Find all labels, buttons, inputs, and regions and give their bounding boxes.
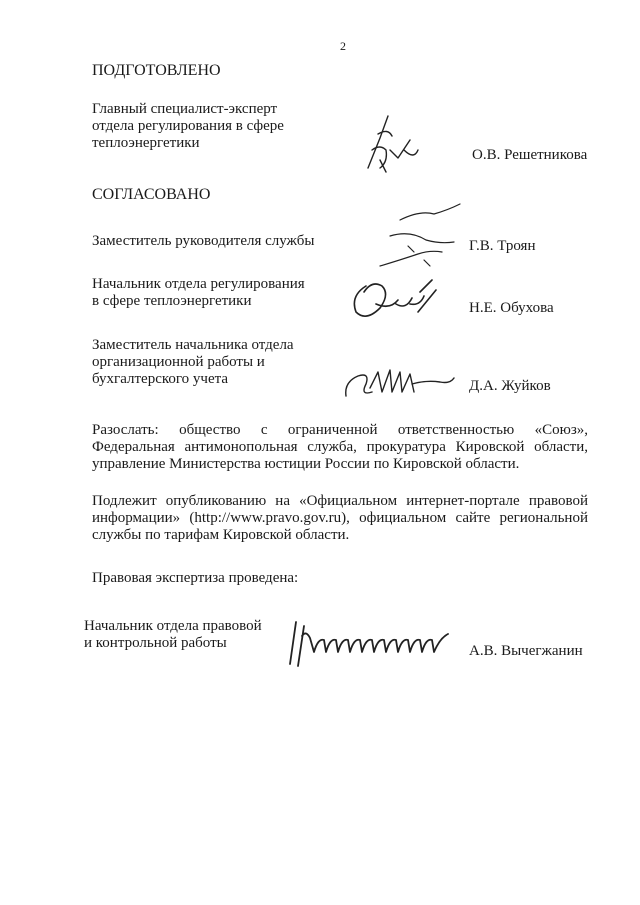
signer-name: Д.А. Жуйков — [469, 378, 551, 394]
signer-signature — [336, 362, 460, 404]
signer-name: Г.В. Троян — [469, 238, 536, 254]
page-number: 2 — [340, 39, 346, 53]
signer-position-line: Начальник отдела регулирования — [92, 276, 305, 292]
publication-paragraph: Подлежит опубликованию на «Официальном интернет-портале правовой информации» (http://www.pravo.gov.ru), официальном сайте региональной службы по тарифам Кировской области. — [92, 493, 588, 543]
prepared-heading: ПОДГОТОВЛЕНО — [92, 62, 221, 79]
legal-review-statement: Правовая экспертиза проведена: — [92, 570, 299, 586]
signer-name: Н.Е. Обухова — [469, 300, 554, 316]
legal-review-position-line: Начальник отдела правовой — [84, 618, 262, 634]
agreed-heading: СОГЛАСОВАНО — [92, 186, 211, 203]
prepared-position-line: Главный специалист-эксперт — [92, 101, 278, 117]
signer-position-line: Заместитель руководителя службы — [92, 233, 315, 249]
signer-signature — [346, 276, 442, 324]
signer-position-line: Заместитель начальника отдела — [92, 337, 294, 353]
legal-review-position-line: и контрольной работы — [84, 635, 227, 651]
legal-review-signature — [280, 616, 462, 672]
distribution-paragraph: Разослать: общество с ограниченной ответственностью «Союз», Федеральная антимонопольная служба, прокуратура Кировской области, управление Министерства юстиции России по Кировской области. — [92, 422, 588, 472]
signer-position-line: в сфере теплоэнергетики — [92, 293, 252, 309]
prepared-position-line: отдела регулирования в сфере — [92, 118, 284, 134]
legal-review-name: А.В. Вычегжанин — [469, 643, 583, 659]
signer-position-line: бухгалтерского учета — [92, 371, 229, 387]
prepared-position-line: теплоэнергетики — [92, 135, 200, 151]
prepared-signature — [358, 110, 438, 180]
signer-position-line: организационной работы и — [92, 354, 265, 370]
signer-signature — [370, 196, 470, 274]
prepared-name: О.В. Решетникова — [472, 147, 588, 163]
